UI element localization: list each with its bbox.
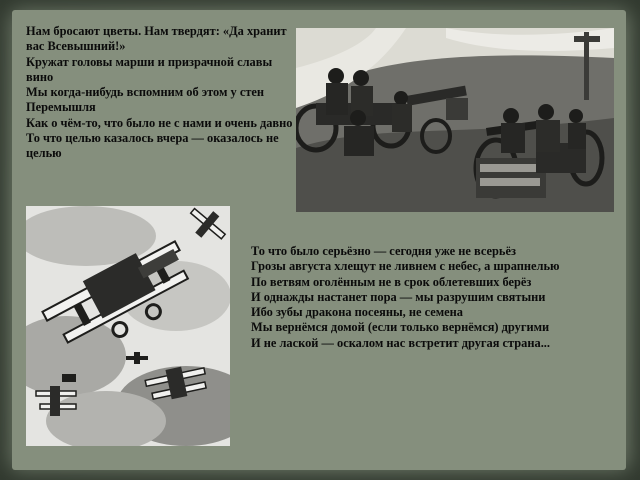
poem-line: Нам бросают цветы. Нам твердят: «Да хранит вас Всевышний!» [26, 24, 290, 54]
biplanes-dogfight-image [26, 206, 230, 446]
poem-line: Мы вернёмся домой (если только вернёмся) другими [251, 320, 550, 335]
poem-line: То что было серьёзно — сегодня уже не всерьёз [251, 244, 516, 258]
motorcycle-machine-gun-photo [296, 28, 614, 212]
poem-line: Грозы августа хлещут не ливнем с небес, а шрапнелью [251, 259, 560, 274]
poem-stanza-1 [26, 24, 294, 162]
poem-line: Как о чём-то, что было не с нами и очень давно [26, 115, 293, 130]
poem-line: То что целью казалось вчера — оказалось не целью [26, 131, 282, 161]
motorcycle-photo-icon [296, 28, 614, 212]
biplane-illustration-icon [26, 206, 230, 446]
poem-line: Кружат головы марши и призрачной славы вино [26, 54, 276, 84]
poem-line: Мы когда-нибудь вспомним об этом у стен Перемышля [26, 85, 268, 115]
poem-line: Ибо зубы дракона посеяны, не семена [251, 305, 463, 320]
poem-line: И не лаской — оскалом нас встретит другая страна... [251, 335, 550, 350]
poem-stanza-2 [251, 244, 621, 351]
poem-line: И однажды настанет пора — мы разрушим святыни [251, 289, 546, 304]
poem-line: По ветвям оголённым не в срок облетевших берёз [251, 274, 532, 289]
